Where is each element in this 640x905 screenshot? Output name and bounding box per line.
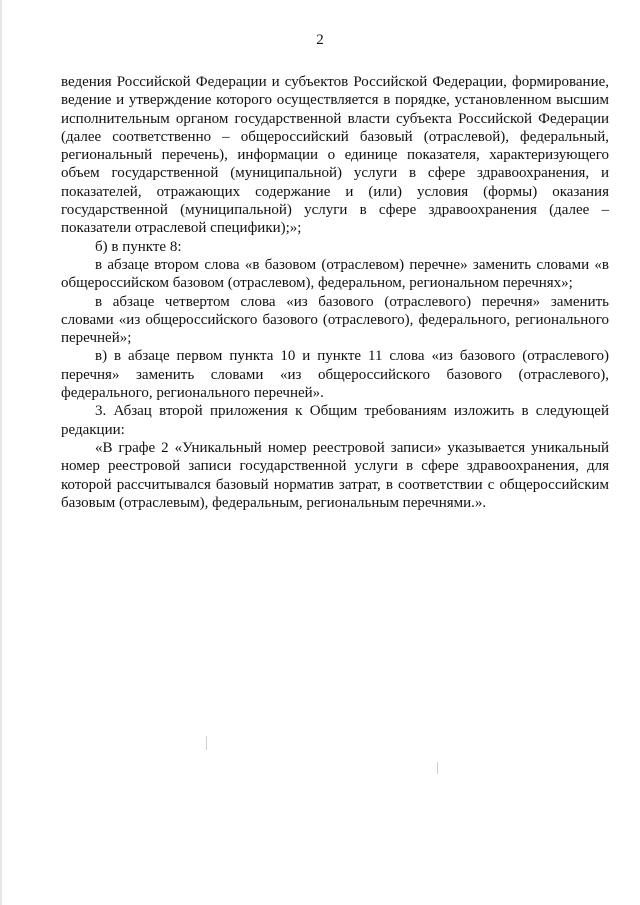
paragraph-2: б) в пункте 8: — [95, 238, 182, 255]
scan-artifact — [437, 762, 438, 774]
paragraph-5: в) в абзаце первом пункта 10 и пункте 11 слова «из базового (отраслевого) перечня» заменить словами «из общероссийского базового (отраслевого), федерального, регионального перечней». — [61, 348, 609, 402]
paragraph-6: 3. Абзац второй приложения к Общим требованиям изложить в следующей редакции: — [61, 403, 609, 438]
paragraph-7: «В графе 2 «Уникальный номер реестровой записи» указывается уникальный номер реестровой записи государственной услуги в сфере здравоохранения, для которой рассчитывался базовый норматив затрат, в соответствии с общероссийским базовым (отраслевым), федеральным, региональным перечнями.». — [61, 439, 609, 511]
document-body — [61, 73, 609, 512]
page-number: 2 — [316, 32, 324, 48]
paragraph-3: в абзаце втором слова «в базовом (отраслевом) перечне» заменить словами «в общероссийском базовом (отраслевом), федеральном, региональном перечнях»; — [61, 256, 609, 292]
paragraph-1: ведения Российской Федерации и субъектов Российской Федерации, формирование, ведение и утверждение которого осуществляется в порядке, установленном высшим исполнительным органом государственной власти субъекта Российской Федерации (далее соответственно – общероссийский базовый (отраслевой), федеральный, региональный перечень), информации о единице показателя, характеризующего объем государственной (муниципальной) услуги в сфере здравоохранения, и показателей, отражающих содержание и (или) условия (формы) оказания государственной (муниципальной) услуги в сфере здравоохранения (далее – показатели отраслевой специфики);»; — [61, 74, 609, 237]
scan-edge — [0, 0, 2, 905]
scan-artifact — [206, 736, 207, 750]
paragraph-4: в абзаце четвертом слова «из базового (отраслевого) перечня» заменить словами «из общероссийского базового (отраслевого), федерального, регионального перечней»; — [61, 293, 609, 347]
